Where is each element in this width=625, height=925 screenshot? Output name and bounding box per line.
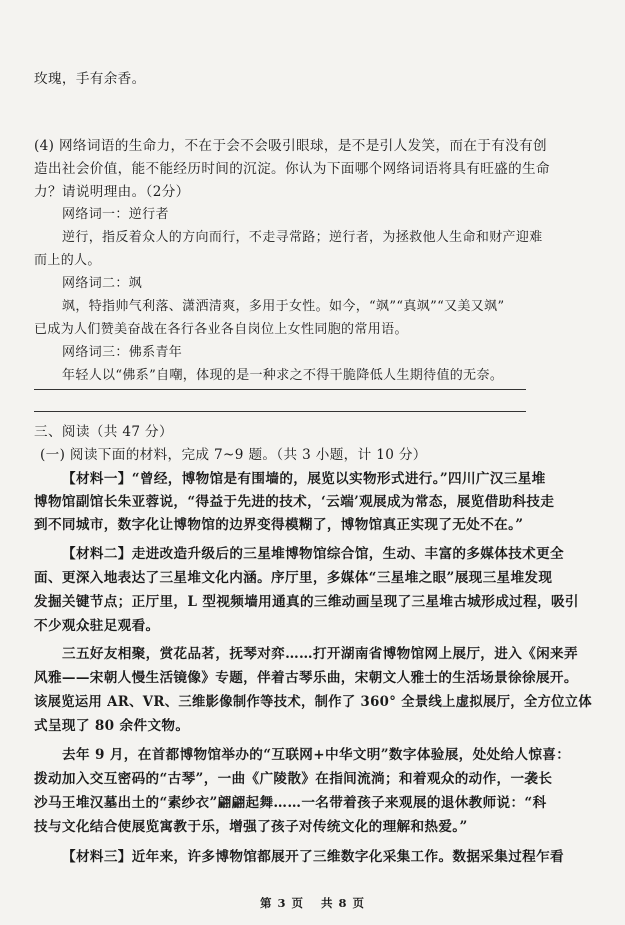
q4-line-3: 力？请说明理由。（2分） [34,184,190,200]
material2-line-3: 发掘关键节点；正厅里，L 型视频墙用通真的三维动画呈现了三星堆古城形成过程，吸引 [34,594,579,610]
q4-line-2: 造出社会价值，能不能经历时间的沉淀。你认为下面哪个网络词语将具有旺盛的生命 [34,161,550,177]
page-total: 共 8 页 [321,896,366,910]
material2-line-10: 拨动加入交互密码的“古琴”，一曲《广陵散》在指间流淌；和着观众的动作，一袭长 [34,771,553,787]
word3-title: 网络词三：佛系青年 [62,345,183,360]
continued-line: 玫瑰，手有余香。 [34,71,146,87]
word2-title: 网络词二：飒 [62,276,143,291]
material3-line-1: 【材料三】近年来，许多博物馆都展开了三维数字化采集工作。数据采集过程乍看 [62,849,564,865]
word1-line-1: 逆行，指反着众人的方向而行，不走寻常路；逆行者，为拯救他人生命和财产迎难 [62,230,543,245]
section-subheading: (一) 阅读下面的材料，完成 7~9 题。（共 3 小题，计 10 分） [40,447,427,463]
answer-line-1 [34,389,526,390]
material2-line-9: 去年 9 月，在首都博物馆举办的“互联网+中华文明”数字体验展，处处给人惊喜： [62,747,571,763]
word1-title: 网络词一：逆行者 [62,207,169,222]
material2-line-5: 三五好友相聚，赏花品茗，抚琴对弈……打开湖南省博物馆网上展厅，进入《闲来弄 [62,646,578,662]
word1-line-2: 而上的人。 [34,253,101,268]
word2-line-2: 已成为人们赞美奋战在各行各业各自岗位上女性同胞的常用语。 [34,322,408,337]
page-number: 第 3 页 [259,896,304,910]
material2-line-8: 式呈现了 80 余件文物。 [34,718,190,734]
material2-line-7: 该展览运用 AR、VR、三维影像制作等技术，制作了 360° 全景线上虚拟展厅，全方位立体 [34,694,592,710]
material2-line-2: 面、更深入地表达了三星堆文化内涵。序厅里，多媒体“三星堆之眼”展现三星堆发现 [34,570,553,586]
material1-line-1: 【材料一】“曾经，博物馆是有围墙的，展览以实物形式进行。”四川广汉三星堆 [62,471,546,487]
material1-line-2: 博物馆副馆长朱亚蓉说，“得益于先进的技术，‘云端’观展成为常态，展览借助科技走 [34,494,555,510]
answer-line-2 [34,411,526,412]
section-heading: 三、阅读（共 47 分） [34,424,173,440]
q4-line-1: (4) 网络词语的生命力，不在于会不会吸引眼球，是不是引人发笑，而在于有没有创 [34,138,548,154]
material2-line-11: 沙马王堆汉墓出土的“素纱衣”翩翩起舞……一名带着孩子来观展的退休教师说：“科 [34,795,547,811]
material1-line-3: 到不同城市，数字化让博物馆的边界变得模糊了，博物馆真正实现了无处不在。” [34,517,524,533]
word2-line-1: 飒，特指帅气利落、潇洒清爽，多用于女性。如今，“飒”“真飒”“又美又飒” [62,299,505,314]
page-footer [0,895,625,911]
material2-line-12: 技与文化结合使展览寓教于乐，增强了孩子对传统文化的理解和热爱。” [34,819,468,835]
word3-line-1: 年轻人以“佛系”自嘲，体现的是一种求之不得干脆降低人生期待值的无奈。 [62,368,504,383]
material2-line-6: 风雅——宋朝人慢生活镜像》专题，伴着古琴乐曲，宋朝文人雅士的生活场景徐徐展开。 [34,670,578,686]
material2-line-4: 不少观众驻足观看。 [34,618,160,634]
material2-line-1: 【材料二】走进改造升级后的三星堆博物馆综合馆，生动、丰富的多媒体技术更全 [62,546,564,562]
